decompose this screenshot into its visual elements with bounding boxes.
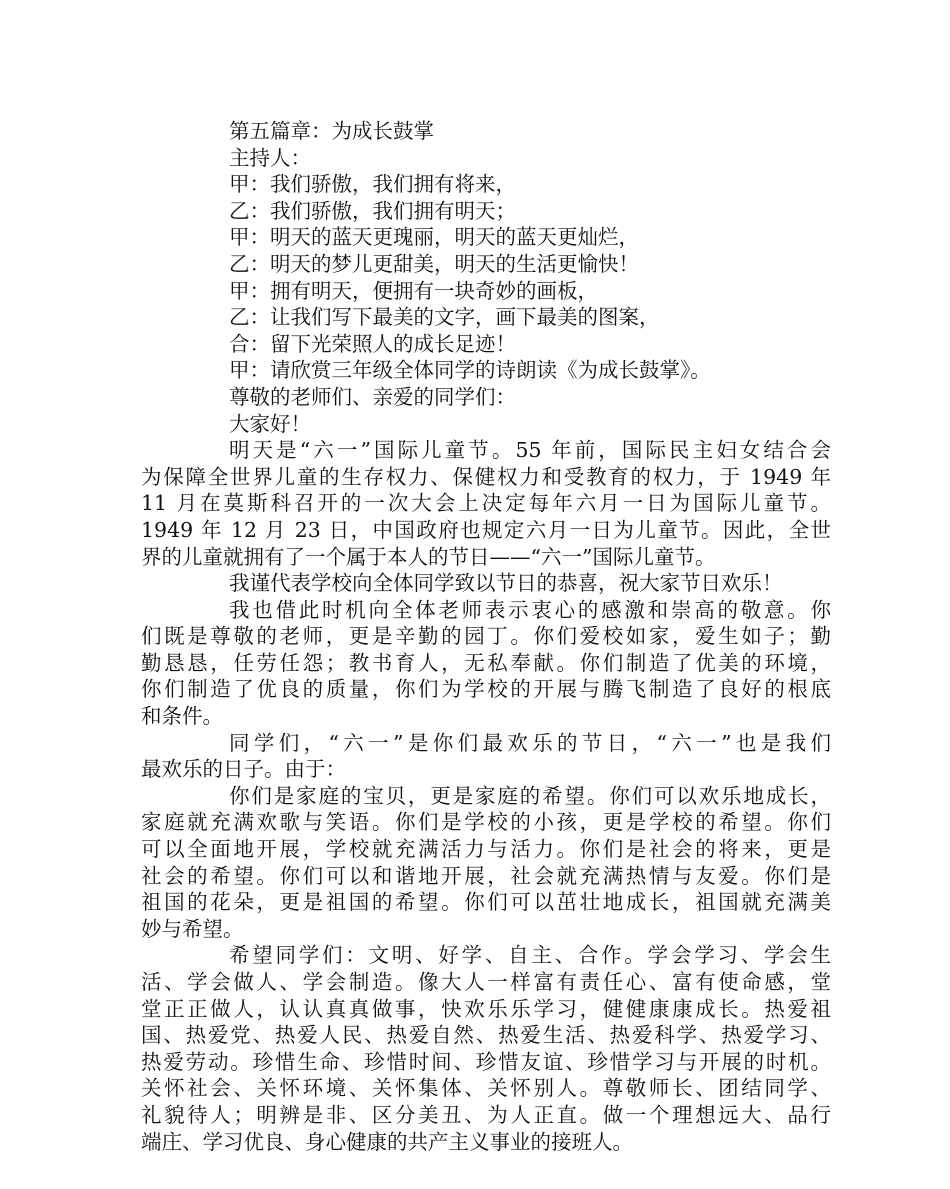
dialogue-line: 甲：请欣赏三年级全体同学的诗朗读《为成长鼓掌》。 (229, 358, 711, 383)
paragraph-line: 们既是尊敬的老师，更是辛勤的园丁。你们爱校如家，爱生如子；勤 (141, 624, 831, 649)
paragraph-line: 堂正正做人，认认真真做事，快欢乐乐学习，健健康康成长。热爱祖 (141, 996, 831, 1021)
paragraph-line: 为保障全世界儿童的生存权力、保健权力和受教育的权力，于 1949 年 (141, 464, 831, 489)
salutation: 尊敬的老师们、亲爱的同学们： (229, 384, 516, 409)
paragraph-line: 希望同学们：文明、好学、自主、合作。学会学习、学会生 (229, 943, 831, 968)
paragraph-line: 你们是家庭的宝贝，更是家庭的希望。你们可以欢乐地成长， (229, 783, 831, 808)
dialogue-line: 乙：我们骄傲，我们拥有明天； (229, 198, 516, 223)
paragraph-line: 勤恳恳，任劳任怨；教书育人，无私奉献。你们制造了优美的环境， (141, 650, 831, 675)
paragraph-line: 1949 年 12 月 23 日，中国政府也规定六月一日为儿童节。因此，全世 (141, 517, 831, 542)
paragraph-line: 活、学会做人、学会制造。像大人一样富有责任心、富有使命感，堂 (141, 970, 831, 994)
paragraph-line: 家庭就充满欢歌与笑语。你们是学校的小孩，更是学校的希望。你们 (141, 810, 831, 835)
paragraph-line: 11 月在莫斯科召开的一次大会上决定每年六月一日为国际儿童节。 (141, 491, 831, 516)
paragraph-line: 我也借此时机向全体老师表示衷心的感激和崇高的敬意。你 (229, 597, 831, 622)
dialogue-line: 甲：明天的蓝天更瑰丽，明天的蓝天更灿烂， (229, 225, 639, 250)
paragraph-line: 热爱劳动。珍惜生命、珍惜时间、珍惜友谊、珍惜学习与开展的时机。 (141, 1049, 831, 1074)
paragraph-line: 关怀社会、关怀环境、关怀集体、关怀别人。尊敬师长、团结同学、 (141, 1076, 831, 1101)
paragraph-line: 我谨代表学校向全体同学致以节日的恭喜，祝大家节日欢乐！ (229, 571, 783, 596)
paragraph-line: 可以全面地开展，学校就充满活力与活力。你们是社会的将来，更是 (141, 837, 831, 862)
paragraph-line: 国、热爱党、热爱人民、热爱自然、热爱生活、热爱科学、热爱学习、 (141, 1023, 831, 1048)
paragraph-line: 最欢乐的日子。由于： (141, 757, 346, 782)
paragraph-line: 你们制造了优良的质量，你们为学校的开展与腾飞制造了良好的根底 (141, 677, 831, 702)
greeting: 大家好！ (229, 411, 311, 436)
paragraph-line: 妙与希望。 (141, 916, 244, 941)
paragraph-line: 端庄、学习优良、身心健康的共产主义事业的接班人。 (141, 1129, 633, 1154)
dialogue-line: 乙：让我们写下最美的文字，画下最美的图案， (229, 305, 660, 330)
dialogue-line: 合：留下光荣照人的成长足迹！ (229, 331, 516, 356)
paragraph-line: 明天是“六一”国际儿童节。55 年前，国际民主妇女结合会 (229, 438, 831, 463)
dialogue-line: 甲：我们骄傲，我们拥有将来， (229, 172, 516, 197)
dialogue-line: 乙：明天的梦儿更甜美，明天的生活更愉快！ (229, 251, 639, 276)
paragraph-line: 社会的希望。你们可以和谐地开展，社会就充满热情与友爱。你们是 (141, 863, 831, 888)
paragraph-line: 礼貌待人；明辨是非、区分美丑、为人正直。做一个理想远大、品行 (141, 1102, 831, 1127)
host-label: 主持人： (229, 145, 311, 170)
paragraph-line: 界的儿童就拥有了一个属于本人的节日——“六一”国际儿童节。 (141, 544, 716, 569)
document-body (141, 118, 831, 1155)
dialogue-line: 甲：拥有明天，便拥有一块奇妙的画板， (229, 278, 598, 303)
paragraph-line: 祖国的花朵，更是祖国的希望。你们可以茁壮地成长，祖国就充满美 (141, 890, 831, 915)
paragraph-line: 同学们，“六一”是你们最欢乐的节日，“六一”也是我们 (229, 730, 831, 755)
paragraph-line: 和条件。 (141, 704, 223, 729)
section-title: 第五篇章：为成长鼓掌 (229, 119, 434, 143)
